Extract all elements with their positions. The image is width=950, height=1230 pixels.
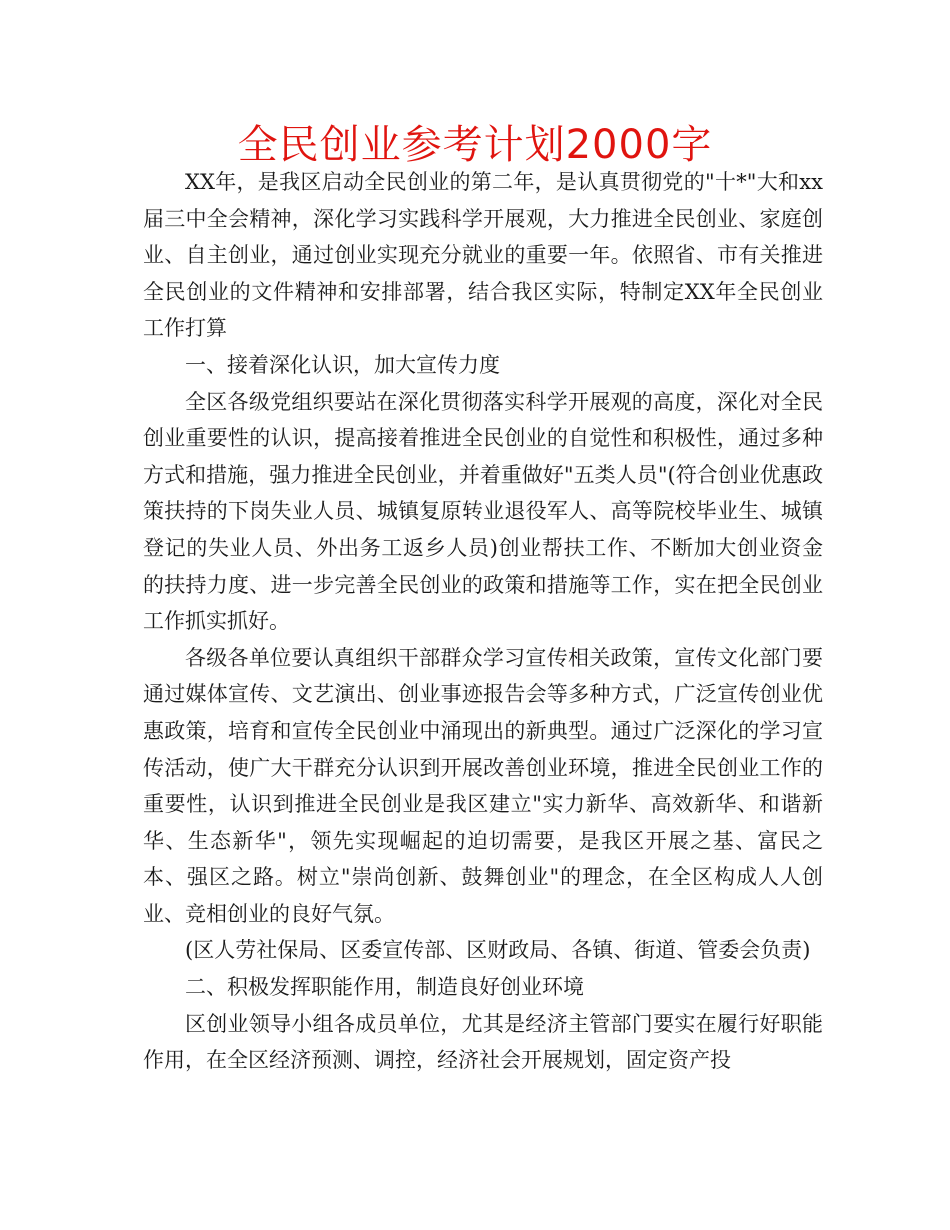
paragraph-section-1b: 各级各单位要认真组织干部群众学习宣传相关政策，宣传文化部门要通过媒体宣传、文艺演出、创业事迹报告会等多种方式，广泛宣传创业优惠政策，培育和宣传全民创业中涌现出的新典型。通过广泛深化的学习宣传活动，使广大干群充分认识到开展改善创业环境，推进全民创业工作的重要性，认识到推进全民创业是我区建立"实力新华、高效新华、和谐新华、生态新华"，领先实现崛起的迫切需要，是我区开展之基、富民之本、强区之路。树立"崇尚创新、鼓舞创业"的理念，在全区构成人人创业、竞相创业的良好气氛。 [143,645,823,926]
section-heading-2: 二、积极发挥职能作用，制造良好创业环境 [185,975,584,1000]
section-heading-1: 一、接着深化认识，加大宣传力度 [185,352,500,377]
paragraph-section-1a: 全区各级党组织要站在深化贯彻落实科学开展观的高度，深化对全民创业重要性的认识，提高接着推进全民创业的自觉性和积极性，通过多种方式和措施，强力推进全民创业，并着重做好"五类人员"(符合创业优惠政策扶持的下岗失业人员、城镇复原转业退役军人、高等院校毕业生、城镇登记的失业人员、外出务工返乡人员)创业帮扶工作、不断加大创业资金的扶持力度、进一步完善全民创业的政策和措施等工作，实在把全民创业工作抓实抓好。 [143,389,823,634]
paragraph-section-2a: 区创业领导小组各成员单位，尤其是经济主管部门要实在履行好职能作用，在全区经济预测、调控，经济社会开展规划，固定资产投 [143,1011,823,1073]
document-title: 全民创业参考计划2000字 [237,122,713,168]
paragraph-intro: XX年，是我区启动全民创业的第二年，是认真贯彻党的"十*"大和xx届三中全会精神，深化学习实践科学开展观，大力推进全民创业、家庭创业、自主创业，通过创业实现充分就业的重要一年。依照省、市有关推进全民创业的文件精神和安排部署，结合我区实际，特制定XX年全民创业工作打算 [143,170,823,341]
document-body [143,164,823,1079]
responsible-departments: (区人劳社保局、区委宣传部、区财政局、各镇、街道、管委会负责) [185,938,811,963]
